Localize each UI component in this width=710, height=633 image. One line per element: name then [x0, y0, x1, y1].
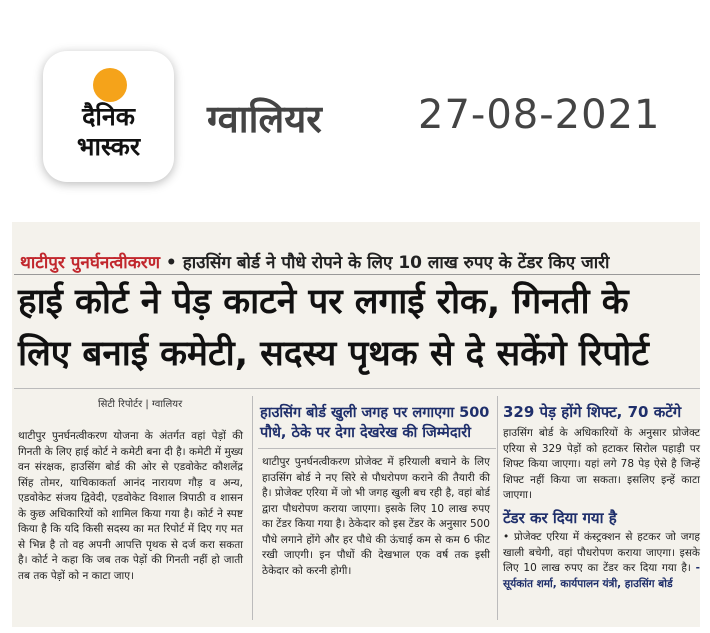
logo-line-2: भास्कर	[76, 132, 141, 161]
column-divider-1	[252, 396, 253, 620]
headline-divider	[14, 388, 700, 389]
byline: सिटी रिपोर्टर | ग्वालियर	[98, 399, 183, 410]
column-3-subtext	[503, 530, 700, 592]
column-3-quote: - सूर्यकांत शर्मा, कार्यपालन यंत्री, हाउसिंग बोर्ड	[503, 562, 700, 590]
column-1-text: थाटीपुर पुनर्घनत्वीकरण योजना के अंतर्गत वहां पेड़ों की गिनती के लिए हाई कोर्ट ने कमेटी बना दी है। कमेटी में मुख्य वन संरक्षक, हाउसिंग बोर्ड की ओर से एडवोकेट कौशलेंद्र सिंह तोमर, याचिकाकर्ता आनंद नारायण गौड़ व अन्य, एडवोकेट संजय द्विवेदी, एडवोकेट विशाल त्रिपाठी व शासन के कुछ अधिकारियों को शामिल किया गया है। कोर्ट ने स्पष्ट किया है कि यदि किसी सदस्य का मत रिपोर्ट में दिए गए मत से भिन्न है तो वह अपनी आपत्ति पृथक से दर्ज करा सकता है। कोर्ट ने कहा कि जब तक पेड़ों की गिनती नहीं हो जाती तब तक पेड़ों को न काटा जाए।	[18, 430, 243, 582]
logo-line-1: दैनिक	[82, 102, 135, 131]
column-3-subtext-body: • प्रोजेक्ट एरिया में कंस्ट्रक्शन से हटकर जो जगह खाली बचेगी, वहां पौधरोपण कराया जाएगा। इसके लिए 10 लाख रुपए का टेंडर कर दिया गया है।	[503, 531, 700, 574]
headline-line-2: लिए बनाई कमेटी, सदस्य पृथक से दे सकेंगे रिपोर्ट	[18, 334, 649, 374]
dainik-bhaskar-logo	[43, 51, 174, 182]
city-name: ग्वालियर	[207, 97, 322, 141]
kicker-topic: थाटीपुर पुनर्घनत्वीकरण	[20, 253, 160, 273]
headline-line-1: हाई कोर्ट ने पेड़ काटने पर लगाई रोक, गिनती के	[18, 282, 629, 322]
kicker-text: • हाउसिंग बोर्ड ने पौधे रोपने के लिए 10 लाख रुपए के टेंडर किए जारी	[165, 253, 610, 273]
edition-date: 27-08-2021	[418, 92, 661, 138]
article-kicker	[20, 250, 700, 273]
column-3-text: हाउसिंग बोर्ड के अधिकारियों के अनुसार प्रोजेक्ट एरिया से 329 पेड़ों को हटाकर सिरोल पहाड़ी पर शिफ्ट किया जाएगा। यहां लगे 78 पेड़ ऐसे है जिन्हें शिफ्ट नहीं किया जा सकता। इसलिए इन्हें काटा जाएगा।	[503, 427, 700, 501]
column-2-heading-rule	[258, 448, 496, 449]
column-divider-2	[497, 396, 498, 620]
column-2-heading: हाउसिंग बोर्ड खुली जगह पर लगाएगा 500 पौधे, ठेके पर देगा देखरेख की जिम्मेदारी	[260, 405, 490, 441]
kicker-rule	[14, 274, 700, 275]
column-2-text: थाटीपुर पुनर्घनत्वीकरण प्रोजेक्ट में हरियाली बचाने के लिए हाउसिंग बोर्ड ने नए सिरे से पौधरोपण कराने की तैयारी की है। प्रोजेक्ट एरिया में जो भी जगह खुली बच रही है, वहां बोर्ड द्वारा पौधरोपण कराया जाएगा। इसके लिए 10 लाख रुपए का टेंडर किया गया है। ठेकेदार को इस टेंडर के अनुसार 500 पौधे लगाने होंगे और हर पौधे की ऊंचाई कम से कम 6 फीट रखी जाएगी। इन पौधों की देखभाल एक वर्ष तक इसी ठेकेदार को करनी होगी।	[262, 456, 490, 577]
column-3-subheading: टेंडर कर दिया गया है	[503, 509, 617, 527]
sun-icon	[93, 68, 127, 102]
column-3-heading: 329 पेड़ होंगे शिफ्ट, 70 कटेंगे	[503, 403, 682, 421]
